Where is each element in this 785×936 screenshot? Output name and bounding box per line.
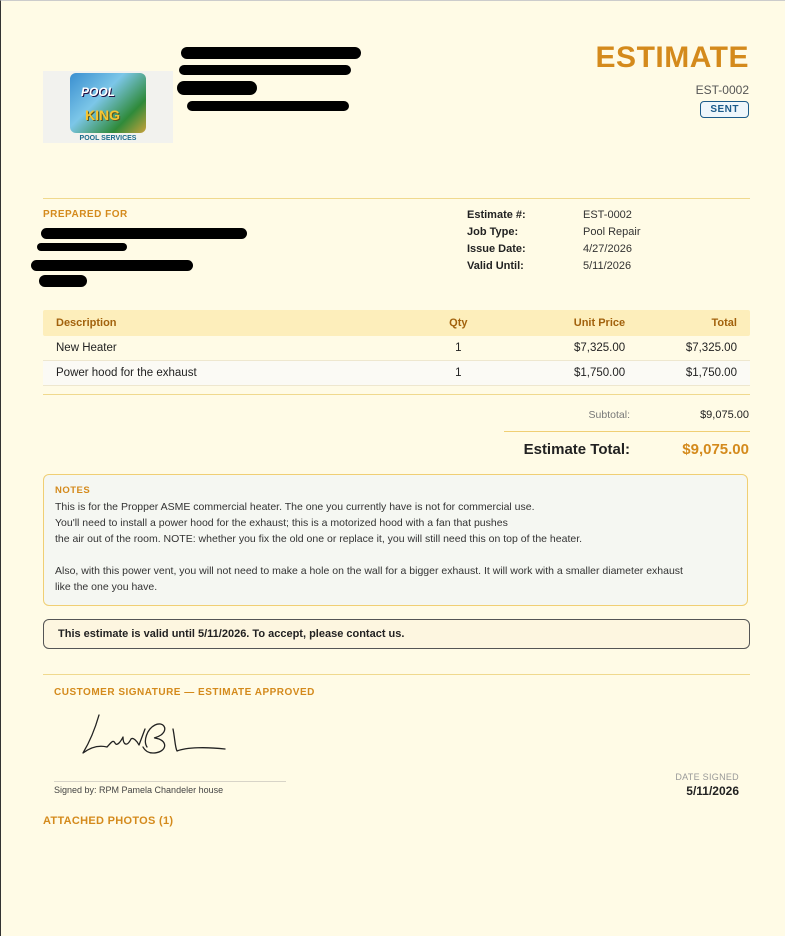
redacted-business-contact [187,101,349,111]
header-divider [43,198,750,199]
signature-divider [43,674,750,675]
meta-key: Job Type: [467,226,519,238]
redacted-client-address [31,260,193,271]
company-logo [43,71,173,143]
notes-line: This is for the Propper ASME commercial heater. The one you currently have is not for commercial use. [55,501,535,513]
notes-blank-line [55,547,736,563]
estimate-meta [467,209,640,277]
header-unit-price: Unit Price [573,317,626,329]
meta-key: Issue Date: [467,243,526,255]
logo-tagline: POOL SERVICES [79,135,137,142]
notes-title: NOTES [55,485,91,496]
attached-photos-link[interactable]: ATTACHED PHOTOS (1) [43,815,174,827]
redacted-business-address [179,65,351,75]
notes-box [43,474,748,606]
notes-line: Also, with this power vent, you will not need to make a hole on the wall for a bigger exhaust. It will work with a smaller diameter exhaust [55,565,683,577]
signed-by: Signed by: RPM Pamela Chandeler house [54,785,224,795]
estimate-total-value: $9,075.00 [682,441,749,458]
prepared-for-label: PREPARED FOR [43,209,128,220]
logo-word-pool: POOL [81,85,116,99]
row-unit-price: $1,750.00 [573,367,626,379]
meta-value: Pool Repair [583,226,641,238]
date-signed-value: 5/11/2026 [686,784,739,798]
redacted-business-name [181,47,361,59]
redacted-client-line [37,243,127,251]
row-unit-price: $7,325.00 [573,342,626,354]
status-badge: SENT [700,101,749,118]
row-qty: 1 [455,367,462,379]
header-qty: Qty [449,317,468,329]
validity-text: This estimate is valid until 5/11/2026. To accept, please contact us. [58,628,405,640]
row-total: $7,325.00 [685,342,737,354]
header-description: Description [56,317,117,329]
row-description: Power hood for the exhaust [56,367,197,379]
logo-word-king: KING [85,107,120,123]
notes-line: You'll need to install a power hood for the exhaust; this is a motorized hood with a fan that pushes [55,517,508,529]
notes-line: the air out of the room. NOTE: whether you fix the old one or replace it, you will still need this on top of the heater. [55,533,583,545]
document-number: EST-0002 [695,83,749,97]
subtotal-value: $9,075.00 [700,409,749,421]
header-total: Total [711,317,737,329]
signature-image [77,707,237,767]
meta-value: 4/27/2026 [583,243,632,255]
logo-artwork [70,73,146,133]
meta-value: 5/11/2026 [583,260,632,272]
table-header [43,310,750,336]
meta-key: Valid Until: [467,260,524,272]
redacted-client-name [41,228,247,239]
document-title: ESTIMATE [595,41,749,74]
redacted-client-city [39,275,87,287]
row-qty: 1 [455,342,462,354]
table-bottom-divider [43,394,750,395]
meta-row [467,243,640,260]
meta-row [467,209,640,226]
table-row [43,336,750,361]
signature-line [54,781,286,782]
signature-title: CUSTOMER SIGNATURE — ESTIMATE APPROVED [54,687,315,698]
estimate-total-label: Estimate Total: [523,441,630,458]
validity-banner [43,619,750,649]
notes-line: like the one you have. [55,581,158,593]
redacted-business-city [177,81,257,95]
row-description: New Heater [56,342,117,354]
meta-row [467,260,640,277]
subtotal-label: Subtotal: [588,409,630,421]
date-signed-label: DATE SIGNED [675,772,739,782]
meta-key: Estimate #: [467,209,526,221]
row-total: $1,750.00 [685,367,737,379]
total-divider [504,431,750,432]
meta-value: EST-0002 [583,209,632,221]
line-items-table [43,310,750,386]
meta-row [467,226,640,243]
table-row [43,361,750,386]
